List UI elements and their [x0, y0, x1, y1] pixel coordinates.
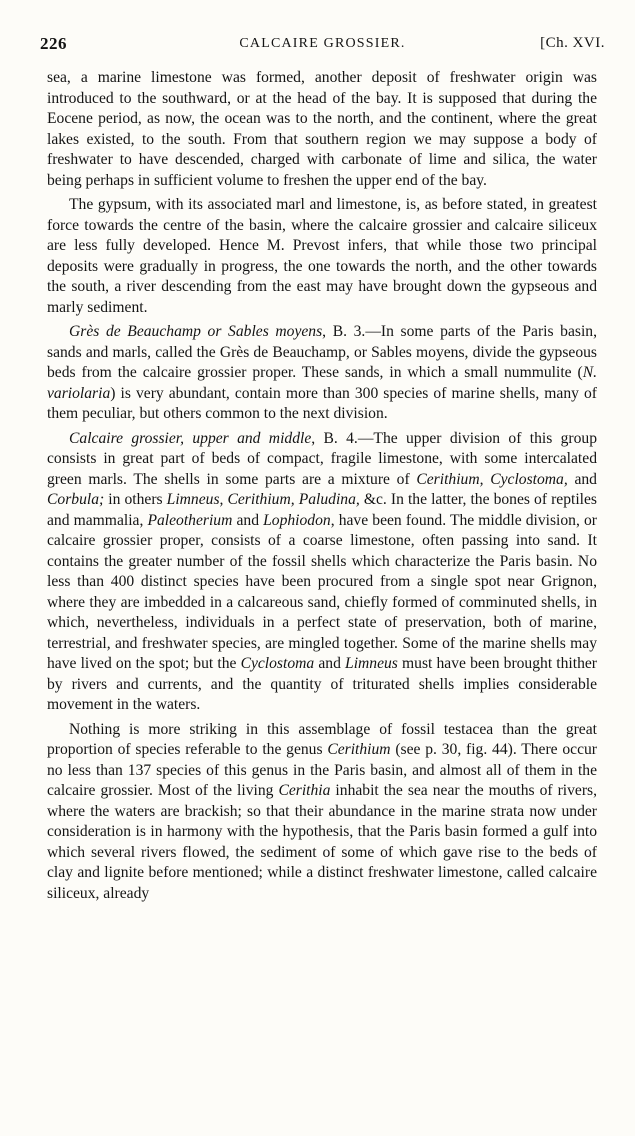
- text-run: , B. 3.—In some parts of the Paris basin, sands and marls, called the Grès de Beauchamp, or Sables moyens, divide the gypseous beds from the calcaire grossier proper. These sands, in which a small nummulite (: [47, 323, 597, 381]
- italic-text: Lophiodon: [263, 511, 331, 529]
- paragraph: [47, 429, 597, 716]
- text-run: sea, a marine limestone was formed, another deposit of freshwater origin was introduced to the southward, or at the head of the bay. It is supposed that during the Eocene period, as now, the ocean was to the north, and the continent, where the great lakes existed, to the south. From that southern region we may suppose a body of freshwater to have descended, charged with carbonate of lime and silica, the water being perhaps in sufficient volume to freshen the upper end of the bay.: [47, 69, 597, 189]
- italic-text: Cyclostoma: [240, 655, 315, 672]
- paragraph: [47, 195, 597, 318]
- italic-text: Cerithia: [278, 782, 331, 799]
- text-run: inhabit the sea near the mouths of rivers, where the waters are brackish; so that their abundance in the marine strata now under consideration is in harmony with the hypothesis, that the Paris basin formed a gulf into which several rivers flowed, the sediment of some of which gave rise to the beds of clay and lignite before mentioned; while a distinct freshwater limestone, called calcaire siliceux, already: [47, 782, 597, 902]
- italic-text: Grès de Beauchamp or Sables moyens: [69, 323, 323, 340]
- text-run: Nothing is more striking in this assemblage of fossil testacea than the great proportion of species referable to the genus: [47, 720, 597, 758]
- text-run: must have been brought thither by rivers and currents, and the quantity of triturated shells implies considerable movement in the waters.: [47, 655, 597, 713]
- running-title: CALCAIRE GROSSIER.: [239, 36, 406, 51]
- italic-text: Limneus: [345, 655, 398, 672]
- italic-text: Cerithium, Cyclostoma,: [416, 470, 568, 488]
- italic-text: N. variolaria: [47, 364, 597, 402]
- paragraph: [47, 322, 597, 425]
- page-body: [47, 68, 597, 904]
- italic-text: Corbula;: [47, 491, 105, 508]
- chapter-marker: [Ch. XVI.: [540, 35, 605, 51]
- italic-text: Cerithium: [327, 741, 391, 758]
- text-run: The gypsum, with its associated marl and limestone, is, as before stated, in greatest force towards the centre of the basin, where the calcaire grossier and calcaire siliceux are less fully developed. Hence M. Prevost infers, that while those two principal deposits were gradually in progress, the one towards the north, and the other towards the south, a river descending from the east may have brought down the gypseous and marly sediment.: [47, 196, 597, 316]
- page-number: 226: [40, 34, 67, 53]
- text-run: &c. In the latter, the bones of reptiles and mammalia,: [47, 491, 597, 529]
- italic-text: Calcaire grossier, upper and middle: [69, 429, 312, 447]
- running-header: [40, 34, 605, 58]
- text-run: and: [567, 470, 597, 488]
- text-run: and: [232, 511, 264, 529]
- text-run: (see p. 30, fig. 44). There occur no less than 137 species of this genus in the Paris basin, and almost all of them in the calcaire grossier. Most of the living: [47, 741, 597, 799]
- paragraph: [47, 720, 597, 905]
- text-run: , B. 4.—The upper division of this group consists in great part of beds of compact, fragile limestone, with some intercalated green marls. The shells in some parts are a mixture of: [47, 429, 597, 488]
- text-run: ) is very abundant, contain more than 300 species of marine shells, many of them peculiar, but others common to the next division.: [47, 384, 597, 422]
- italic-text: Limneus, Cerithium, Paludina,: [166, 491, 360, 508]
- italic-text: Paleotherium: [147, 511, 233, 529]
- paragraph: [47, 68, 597, 191]
- text-run: in others: [104, 491, 167, 508]
- text-run: , have been found. The middle division, or calcaire grossier proper, consists of a coarse limestone, often passing into sand. It contains the greater number of the fossil shells which characterize the Paris basin. No less than 400 distinct species have been procured from a single spot near Grignon, where they are imbedded in a calcareous sand, chiefly formed of comminuted shells, in which, nevertheless, individuals in a perfect state of preservation, both of marine, terrestrial, and freshwater species, are mingled together. Some of the marine shells may have lived on the spot; but the: [47, 511, 597, 672]
- text-run: and: [314, 655, 346, 672]
